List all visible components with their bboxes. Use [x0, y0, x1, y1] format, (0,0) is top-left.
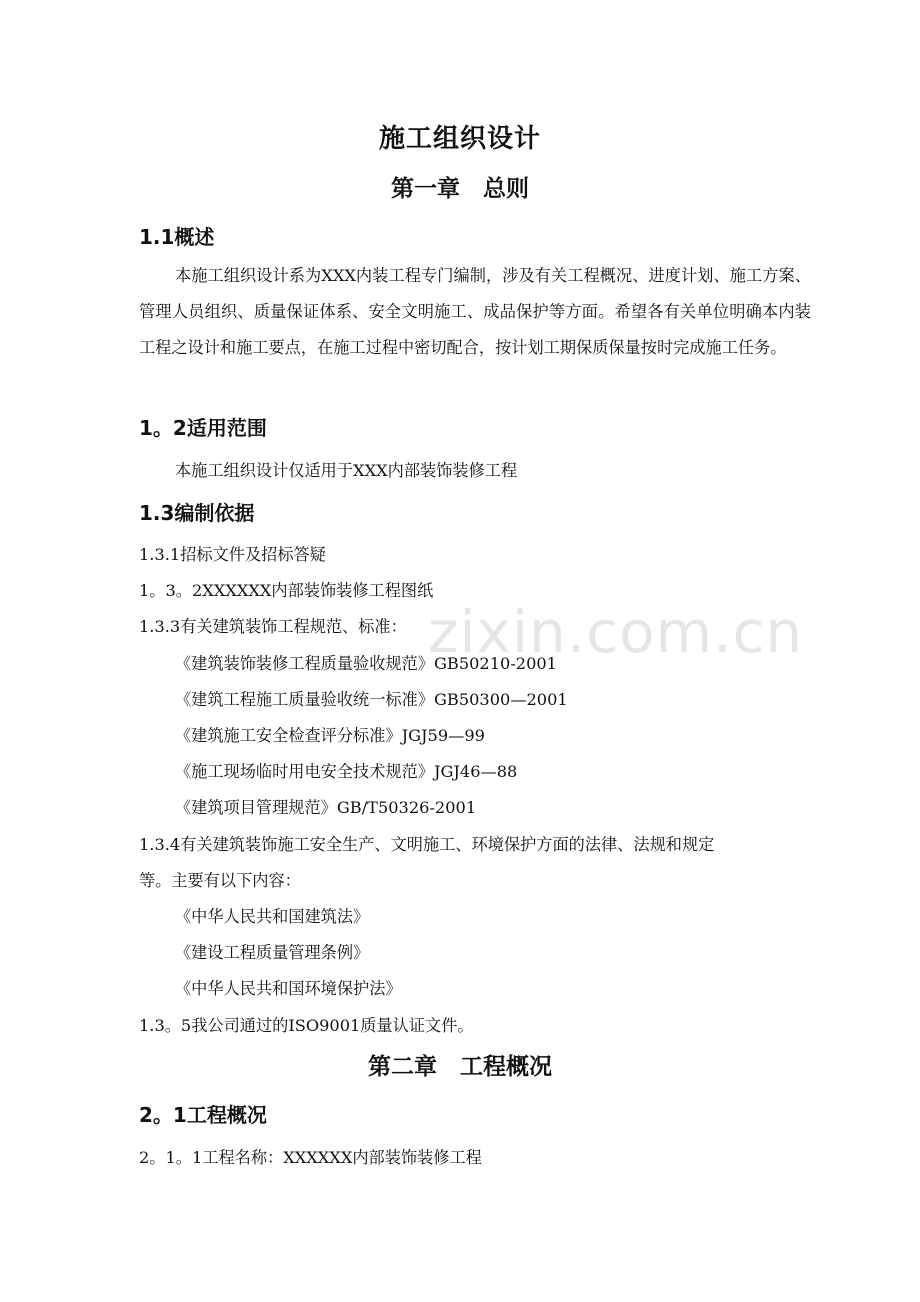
document-title: 施工组织设计 [378, 124, 541, 154]
item-1-3-4-line1: 1.3.4有关建筑装饰施工安全生产、文明施工、环境保护方面的法律、法规和规定 [139, 835, 715, 854]
watermark: zixin.com.cn [428, 598, 804, 666]
standard-item: 《建筑工程施工质量验收统一标准》GB50300—2001 [175, 690, 568, 709]
standard-item: 《建筑项目管理规范》GB/T50326-2001 [175, 798, 477, 817]
item-1-3-1: 1.3.1招标文件及招标答疑 [139, 545, 326, 564]
item-1-3-4-line2: 等。主要有以下内容： [139, 871, 301, 890]
standard-item: 《建筑装饰装修工程质量验收规范》GB50210-2001 [175, 654, 557, 673]
standard-item: 《建筑施工安全检查评分标准》JGJ59—99 [175, 726, 485, 745]
section-1-1-heading: 1.1概述 [139, 225, 215, 249]
law-item: 《中华人民共和国建筑法》 [175, 907, 370, 926]
chapter-2-title: 第二章 工程概况 [368, 1054, 552, 1080]
item-1-3-3: 1.3.3有关建筑装饰工程规范、标准： [139, 617, 407, 636]
section-1-1-paragraph: 本施工组织设计系为XXX内装工程专门编制，涉及有关工程概况、进度计划、施工方案、管理人员组织、质量保证体系、安全文明施工、成品保护等方面。希望各有关单位明确本内装工程之设计和施工要点，在施工过程中密切配合，按计划工期保质保量按时完成施工任务。 [139, 266, 811, 357]
section-1-2-text: 本施工组织设计仅适用于XXX内部装饰装修工程 [175, 461, 518, 480]
chapter-1-title: 第一章 总则 [391, 176, 529, 202]
item-1-3-2: 1。3。2XXXXXX内部装饰装修工程图纸 [139, 581, 434, 600]
item-2-1-1: 2。1。1工程名称：XXXXXX内部装饰装修工程 [139, 1148, 482, 1167]
section-1-2-heading: 1。2适用范围 [139, 416, 267, 440]
law-item: 《中华人民共和国环境保护法》 [175, 979, 402, 998]
law-item: 《建设工程质量管理条例》 [175, 943, 370, 962]
item-1-3-5: 1.3。5我公司通过的ISO9001质量认证文件。 [139, 1016, 474, 1035]
section-2-1-heading: 2。1工程概况 [139, 1103, 267, 1127]
standard-item: 《施工现场临时用电安全技术规范》JGJ46—88 [175, 762, 518, 781]
section-1-3-heading: 1.3编制依据 [139, 501, 255, 525]
